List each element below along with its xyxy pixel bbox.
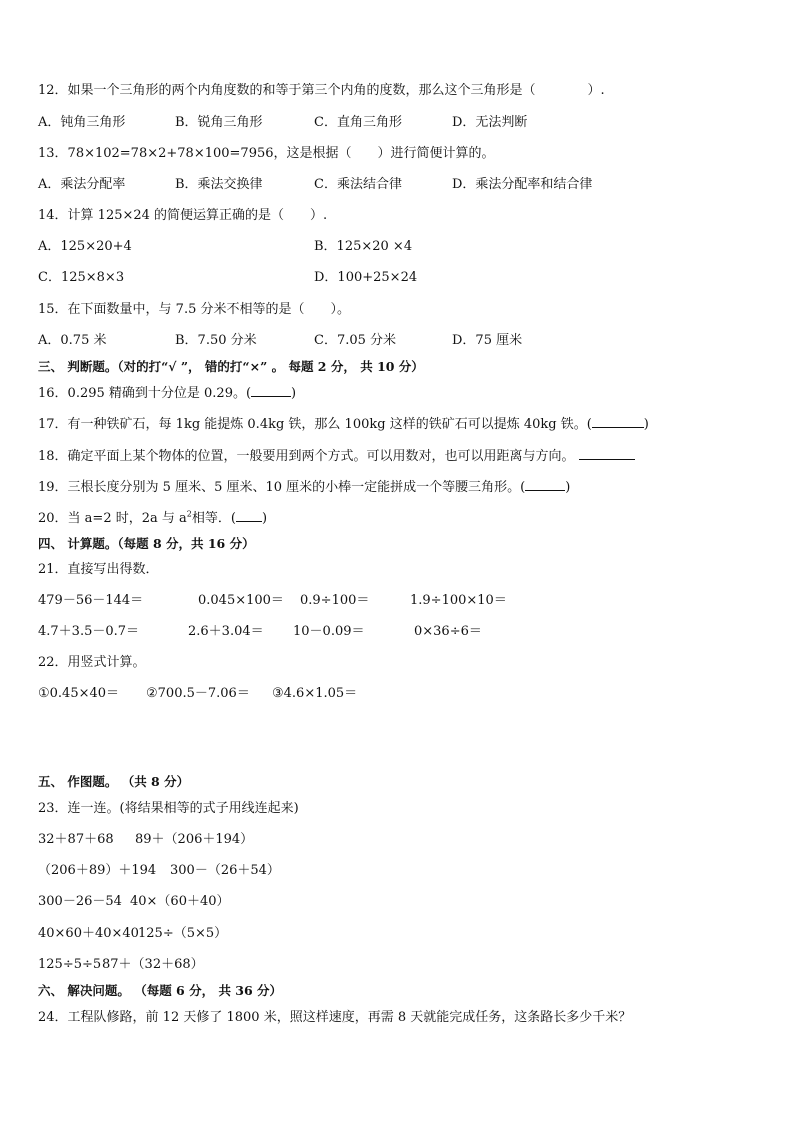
section-5-title: 五、 作图题。 （共 8 分）	[38, 774, 190, 789]
q21-item: 10－0.09＝	[293, 624, 365, 639]
q13-option-c: C．乘法结合律	[314, 177, 402, 192]
q23-right-expression: 87＋（32＋68）	[102, 957, 204, 972]
q15-option-a: A．0.75 米	[38, 333, 107, 348]
question-16	[38, 384, 296, 403]
q13-option-d: D．乘法分配率和结合律	[452, 177, 593, 192]
question-13-stem: 13．78×102=78×2+78×100=7956，这是根据（ ）进行简便计算的。	[38, 146, 495, 161]
section-3-title: 三、 判断题。（对的打“√ ”， 错的打“×” 。 每题 2 分， 共 10 分）	[38, 359, 424, 374]
q23-right-expression: 300－（26＋54）	[170, 863, 280, 878]
question-21-stem: 21．直接写出得数．	[38, 562, 159, 577]
q21-item: 1.9÷100×10＝	[410, 593, 507, 608]
q12-option-a: A．钝角三角形	[38, 115, 126, 130]
q23-left-expression: （206＋89）＋194	[38, 863, 157, 878]
q16-text: 16．0.295 精确到十分位是 0.29。(	[38, 386, 252, 401]
q12-option-c: C．直角三角形	[314, 115, 402, 130]
q17-text: 17．有一种铁矿石，每 1kg 能提炼 0.4kg 铁，那么 100kg 这样的铁矿石可以提炼 40kg 铁。(	[38, 417, 592, 432]
question-24-stem: 24．工程队修路，前 12 天修了 1800 米，照这样速度，再需 8 天就能完成任务，这条路长多少千米？	[38, 1010, 632, 1025]
q21-item: 2.6＋3.04＝	[188, 624, 264, 639]
section-4-title: 四、 计算题。（每题 8 分，共 16 分）	[38, 536, 255, 551]
q23-left-expression: 125÷5÷5	[38, 957, 102, 972]
q19-answer-blank[interactable]	[525, 478, 565, 491]
question-18	[38, 447, 635, 466]
question-12-stem: 12．如果一个三角形的两个内角度数的和等于第三个内角的度数，那么这个三角形是（ ）.	[38, 83, 605, 98]
q22-item: ②700.5－7.06＝	[146, 686, 250, 701]
q23-right-expression: 125÷（5×5）	[138, 926, 228, 941]
q15-option-b: B．7.50 分米	[175, 333, 257, 348]
q23-right-expression: 89＋（206＋194）	[135, 832, 254, 847]
question-14-stem: 14．计算 125×24 的简便运算正确的是（ ）.	[38, 208, 328, 223]
q20-text: 20．当 a=2 时，2a 与 a	[38, 511, 187, 526]
q18-answer-blank[interactable]	[579, 447, 635, 460]
q23-left-expression: 32＋87＋68	[38, 832, 114, 847]
q21-item: 4.7＋3.5－0.7＝	[38, 624, 140, 639]
q12-option-b: B．锐角三角形	[175, 115, 263, 130]
q20-answer-blank[interactable]	[236, 509, 262, 522]
q20-close: )	[261, 511, 268, 526]
q13-option-a: A．乘法分配率	[38, 177, 126, 192]
q17-close: )	[643, 417, 649, 432]
q22-item: ③4.6×1.05＝	[272, 686, 358, 701]
q20-exponent: 2	[186, 509, 192, 519]
q23-left-expression: 40×60＋40×40	[38, 926, 139, 941]
q23-left-expression: 300－26－54	[38, 894, 122, 909]
question-22-stem: 22．用竖式计算。	[38, 655, 146, 670]
q16-answer-blank[interactable]	[251, 384, 291, 397]
q13-option-b: B．乘法交换律	[175, 177, 263, 192]
q19-close: )	[565, 480, 571, 495]
q12-option-d: D．无法判断	[452, 115, 528, 130]
q18-text: 18．确定平面上某个物体的位置，一般要用到两个方式。可以用数对，也可以用距离与方向。	[38, 449, 575, 464]
q16-close: )	[291, 386, 297, 401]
q21-item: 0×36÷6＝	[414, 624, 482, 639]
q19-text: 19．三根长度分别为 5 厘米、5 厘米、10 厘米的小棒一定能拼成一个等腰三角形。(	[38, 480, 526, 495]
q20-text-mid: 相等．(	[191, 511, 236, 526]
section-6-title: 六、 解决问题。 （每题 6 分， 共 36 分）	[38, 983, 283, 998]
q14-option-c: C．125×8×3	[38, 270, 125, 285]
q15-option-c: C．7.05 分米	[314, 333, 397, 348]
q22-item: ①0.45×40＝	[38, 686, 120, 701]
q17-answer-blank[interactable]	[592, 415, 644, 428]
question-17	[38, 415, 649, 434]
q21-item: 0.9÷100＝	[300, 593, 370, 608]
q14-option-b: B．125×20 ×4	[314, 239, 413, 254]
question-19	[38, 478, 570, 497]
q14-option-a: A．125×20+4	[38, 239, 132, 254]
q14-option-d: D．100+25×24	[314, 270, 418, 285]
q23-right-expression: 40×（60＋40）	[130, 894, 230, 909]
question-23-stem: 23．连一连。(将结果相等的式子用线连起来)	[38, 801, 299, 816]
q21-item: 479－56－144＝	[38, 593, 144, 608]
question-20	[38, 509, 267, 528]
q15-option-d: D．75 厘米	[452, 333, 523, 348]
q21-item: 0.045×100＝	[198, 593, 284, 608]
question-15-stem: 15．在下面数量中，与 7.5 分米不相等的是（ ）。	[38, 302, 350, 317]
